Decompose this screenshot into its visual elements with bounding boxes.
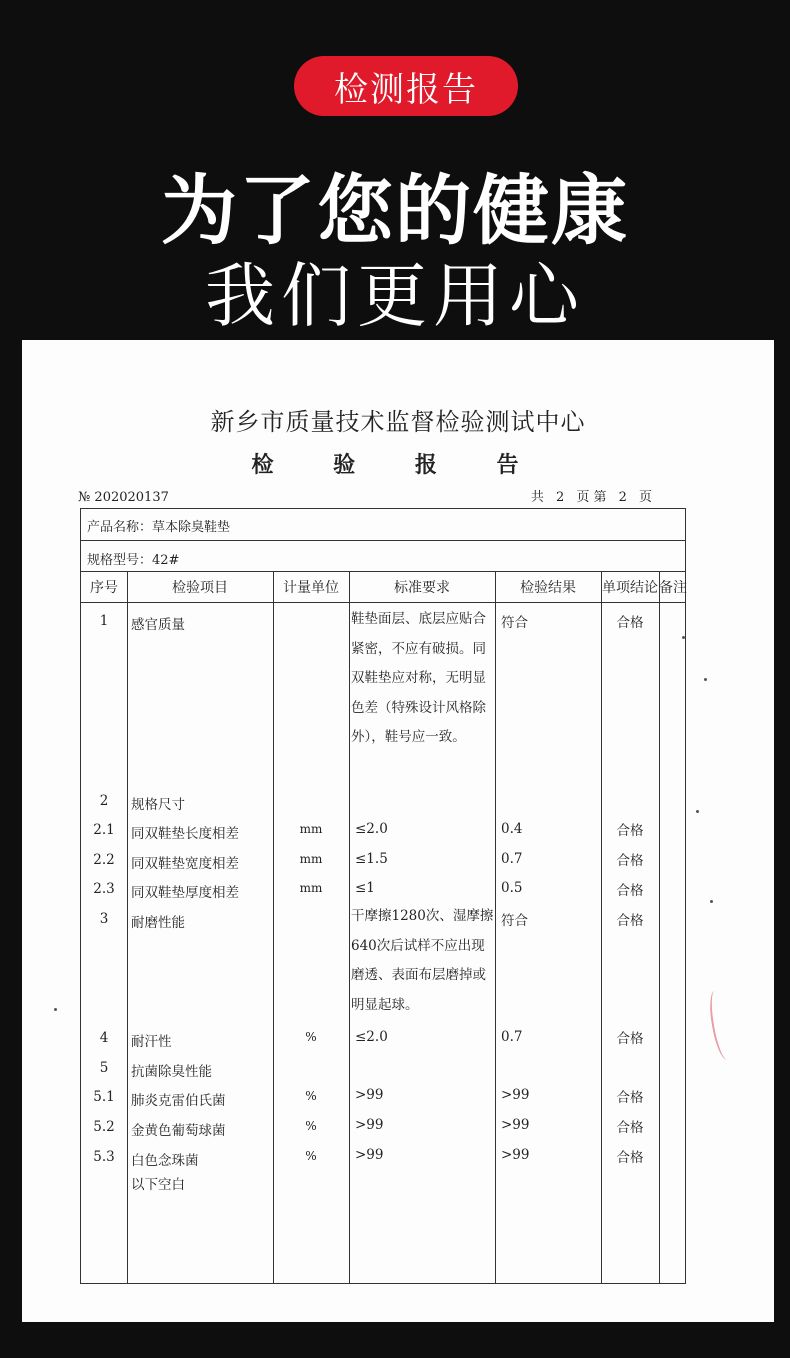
row-item: 白色念珠菌 xyxy=(131,1153,199,1169)
model-field xyxy=(87,549,179,568)
row-item: 规格尺寸 xyxy=(131,797,185,813)
row-no: 2.2 xyxy=(93,852,115,868)
model-value: 42# xyxy=(152,553,180,568)
document-title: 检 验 报 告 xyxy=(251,452,545,478)
scan-speck xyxy=(704,678,707,681)
scan-speck xyxy=(696,810,699,813)
report-document xyxy=(22,340,774,1322)
row-result: 0.4 xyxy=(501,821,523,837)
product-name-field xyxy=(87,516,230,535)
report-number: № 202020137 xyxy=(78,490,169,505)
header-verdict: 单项结论 xyxy=(602,580,658,596)
row-no: 3 xyxy=(99,911,109,927)
row-no: 5.3 xyxy=(93,1149,115,1165)
scan-speck xyxy=(682,636,685,639)
header-item: 检验项目 xyxy=(172,580,228,596)
row-result: 0.7 xyxy=(501,851,523,867)
row-result: >99 xyxy=(501,1147,530,1163)
divider xyxy=(81,540,685,541)
row-unit: % xyxy=(305,1089,317,1103)
row-no: 4 xyxy=(99,1030,109,1046)
row-item: 肺炎克雷伯氏菌 xyxy=(131,1093,226,1109)
row-result: 符合 xyxy=(501,615,528,631)
row-result: 0.5 xyxy=(501,880,523,896)
row-no: 5 xyxy=(99,1060,109,1076)
row-standard: >99 xyxy=(355,1147,384,1163)
header-unit: 计量单位 xyxy=(283,580,339,596)
column-divider xyxy=(127,571,128,1283)
row-verdict: 合格 xyxy=(616,823,644,839)
row-item: 金黄色葡萄球菌 xyxy=(131,1123,226,1139)
row-verdict: 合格 xyxy=(616,1090,644,1106)
row-item: 耐汗性 xyxy=(131,1034,172,1050)
row-verdict: 合格 xyxy=(616,1120,644,1136)
blank-below-note: 以下空白 xyxy=(131,1177,185,1193)
page-info: 共 2 页第 2 页 xyxy=(530,490,656,505)
header-standard: 标准要求 xyxy=(394,580,450,596)
row-result: >99 xyxy=(501,1117,530,1133)
row-standard: >99 xyxy=(355,1117,384,1133)
row-result: 0.7 xyxy=(501,1029,523,1045)
product-name-label: 产品名称： xyxy=(87,520,153,535)
row-verdict: 合格 xyxy=(616,1150,644,1166)
row-standard: ≤1.5 xyxy=(355,851,388,867)
header-no: 序号 xyxy=(90,580,118,596)
scan-speck xyxy=(710,900,713,903)
row-item: 感官质量 xyxy=(131,617,185,633)
row-item: 抗菌除臭性能 xyxy=(131,1064,212,1080)
row-item: 同双鞋垫长度相差 xyxy=(131,826,239,842)
row-result: 符合 xyxy=(501,913,528,929)
divider xyxy=(81,602,685,603)
row-no: 5.1 xyxy=(93,1089,115,1105)
row-no: 1 xyxy=(99,613,109,629)
report-table xyxy=(80,508,686,1284)
row-standard: 干摩擦1280次、湿摩擦640次后试样不应出现磨透、表面布层磨掉或明显起球。 xyxy=(351,908,494,1013)
model-label: 规格型号： xyxy=(87,553,153,568)
row-verdict: 合格 xyxy=(616,615,644,631)
row-unit: mm xyxy=(299,852,323,866)
headline-main: 为了您的健康 xyxy=(161,166,629,255)
row-item: 耐磨性能 xyxy=(131,915,185,931)
row-verdict: 合格 xyxy=(616,853,644,869)
row-result: >99 xyxy=(501,1087,530,1103)
row-item: 同双鞋垫宽度相差 xyxy=(131,856,239,872)
row-unit: mm xyxy=(299,881,323,895)
row-standard: >99 xyxy=(355,1087,384,1103)
row-no: 5.2 xyxy=(93,1119,115,1135)
row-no: 2.3 xyxy=(93,881,115,897)
row-standard: ≤1 xyxy=(355,880,375,896)
scan-speck xyxy=(54,1008,57,1011)
row-verdict: 合格 xyxy=(616,913,644,929)
report-badge: 检测报告 xyxy=(294,56,518,116)
row-standard: ≤2.0 xyxy=(355,821,388,837)
row-standard: ≤2.0 xyxy=(355,1029,388,1045)
row-verdict: 合格 xyxy=(616,883,644,899)
row-unit: % xyxy=(305,1030,317,1044)
header-result: 检验结果 xyxy=(520,580,576,596)
row-unit: mm xyxy=(299,822,323,836)
row-standard: 鞋垫面层、底层应贴合紧密，不应有破损。同双鞋垫应对称，无明显色差（特殊设计风格除外），鞋号应一致。 xyxy=(351,611,486,745)
organization-name: 新乡市质量技术监督检验测试中心 xyxy=(210,408,586,436)
headline-sub: 我们更用心 xyxy=(205,255,585,337)
row-no: 2 xyxy=(99,793,109,809)
row-no: 2.1 xyxy=(93,822,115,838)
row-unit: % xyxy=(305,1149,317,1163)
row-unit: % xyxy=(305,1119,317,1133)
column-divider xyxy=(349,571,350,1283)
product-name-value: 草本除臭鞋垫 xyxy=(152,520,231,535)
column-divider xyxy=(273,571,274,1283)
column-divider xyxy=(659,571,660,1283)
row-verdict: 合格 xyxy=(616,1031,644,1047)
row-item: 同双鞋垫厚度相差 xyxy=(131,885,239,901)
header-remark: 备注 xyxy=(659,580,687,596)
